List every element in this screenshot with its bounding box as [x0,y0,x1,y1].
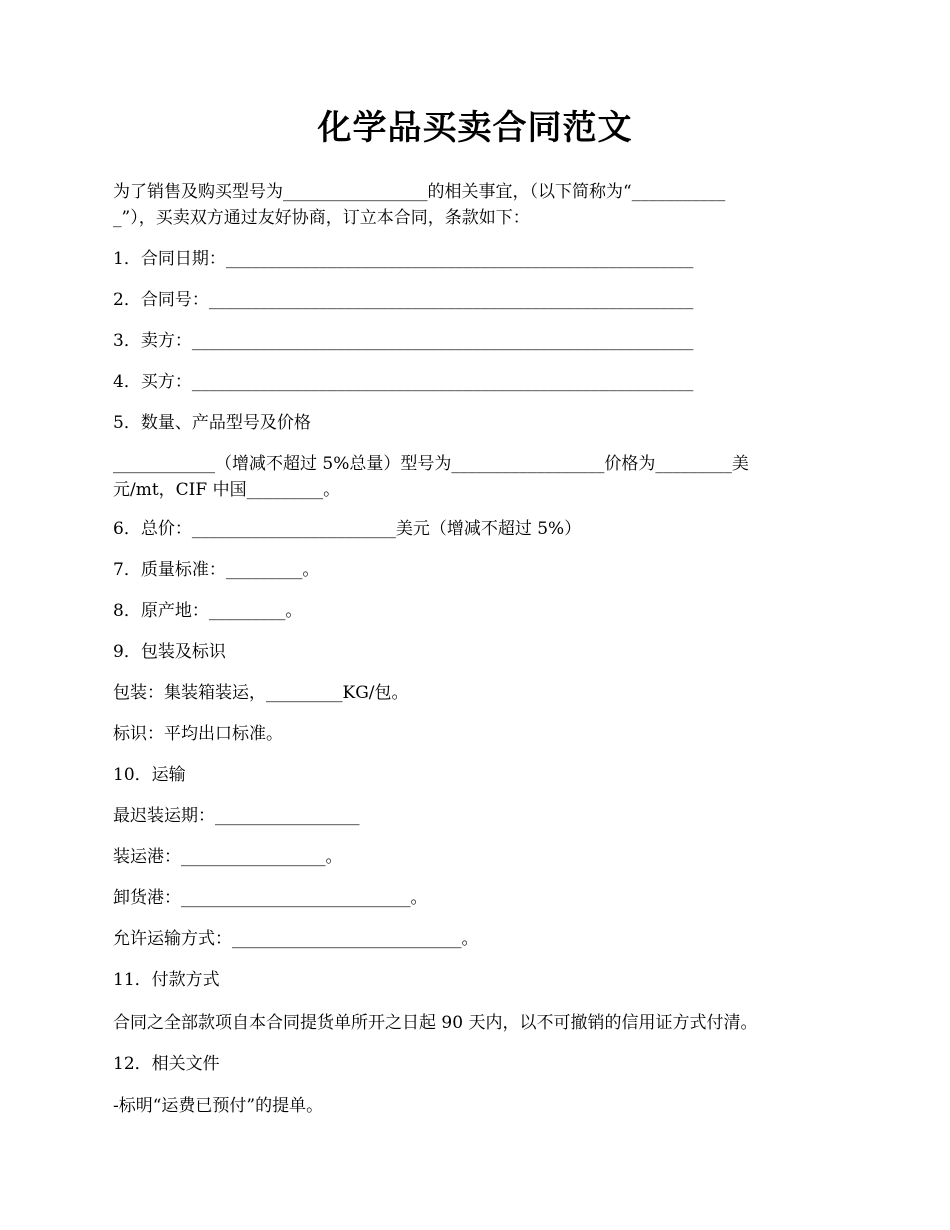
loading-port-line: 装运港：_________________。 [113,847,343,867]
document-title: 化学品买卖合同范文 [317,108,633,148]
packaging-line: 包装：集装箱装运，_________KG/包。 [113,683,409,703]
clause-quantity-line-1: ____________（增减不超过 5%总量）型号为__________________价格为_________美 [113,454,749,474]
clause-payment-heading: 11．付款方式 [113,970,220,990]
payment-terms-line: 合同之全部款项自本合同提货单所开之日起 90 天内，以不可撤销的信用证方式付清。 [113,1013,758,1033]
clause-contract-date: 1．合同日期：_______________________________________________________ [113,249,694,269]
document-item-bill-of-lading: -标明“运费已预付”的提单。 [113,1096,324,1116]
clause-documents-heading: 12．相关文件 [113,1054,220,1074]
clause-seller: 3．卖方：___________________________________________________________ [113,331,694,351]
clause-quantity-line-2: 元/mt，CIF 中国_________。 [113,480,341,500]
marking-line: 标识：平均出口标准。 [113,724,283,744]
intro-line-1: 为了销售及购买型号为_________________的相关事宜，（以下简称为“___________ [113,182,726,202]
clause-transport-heading: 10．运输 [113,765,186,785]
clause-packing-heading: 9．包装及标识 [113,642,226,662]
clause-origin: 8．原产地：_________。 [113,601,303,621]
clause-buyer: 4．买方：___________________________________________________________ [113,372,694,392]
clause-quality-standard: 7．质量标准：_________。 [113,560,320,580]
latest-shipment-line: 最迟装运期：_________________ [113,806,360,826]
clause-contract-number: 2．合同号：_________________________________________________________ [113,290,694,310]
clause-total-price: 6．总价：________________________美元（增减不超过 5%） [113,519,582,539]
clause-quantity-heading: 5．数量、产品型号及价格 [113,413,311,433]
discharge-port-line: 卸货港：___________________________。 [113,888,428,908]
intro-line-2: _”），买卖双方通过友好协商，订立本合同，条款如下： [113,208,530,228]
transport-mode-line: 允许运输方式：___________________________。 [113,929,479,949]
